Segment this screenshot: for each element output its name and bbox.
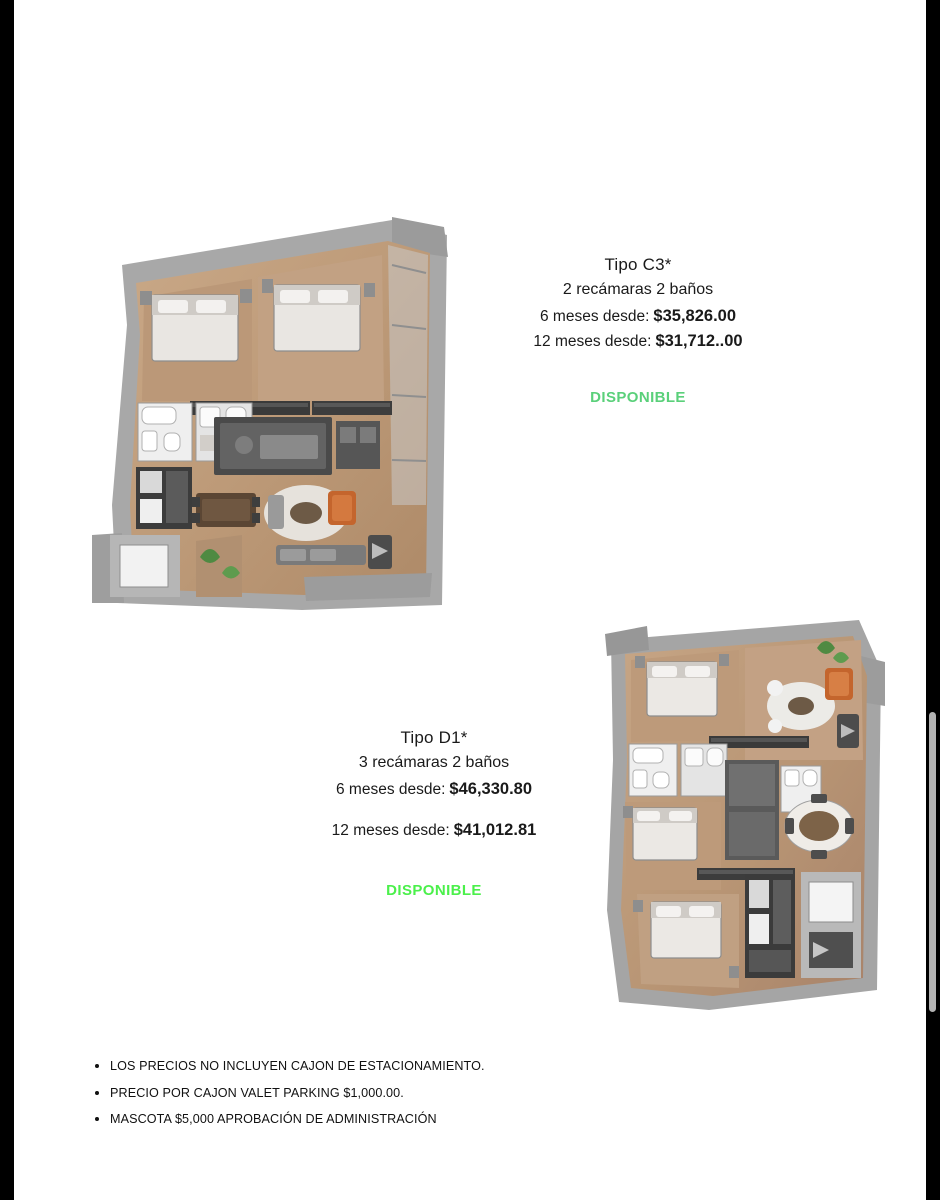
price-row-6m-c3 <box>494 307 782 326</box>
unit-title-c3: Tipo C3* <box>604 255 672 274</box>
floorplan-d1 <box>589 610 889 1022</box>
unit-subtitle-d1: 3 recámaras 2 baños <box>358 754 510 771</box>
unit-info-d1 <box>286 728 582 899</box>
unit-subtitle-c3: 2 recámaras 2 baños <box>562 281 714 298</box>
price-label-12m-c3: 12 meses desde: <box>533 333 652 350</box>
floorplan-c3 <box>92 205 472 625</box>
status-badge-c3: DISPONIBLE <box>590 389 686 406</box>
floorplan-d1-svg <box>589 610 889 1022</box>
price-label-6m-c3: 6 meses desde: <box>539 308 650 325</box>
unit-title-d1: Tipo D1* <box>400 728 468 747</box>
note-item: • LOS PRECIOS NO INCLUYEN CAJON DE ESTACIONAMIENTO. <box>110 1052 792 1079</box>
price-label-12m-d1: 12 meses desde: <box>331 822 450 839</box>
floorplan-c3-svg <box>92 205 472 625</box>
price-amount-12m-c3: $31,712..00 <box>655 332 743 350</box>
price-amount-6m-d1: $46,330.80 <box>449 780 533 798</box>
price-amount-6m-c3: $35,826.00 <box>653 307 737 325</box>
note-item: • MASCOTA $5,000 APROBACIÓN DE ADMINISTRACIÓN <box>110 1105 792 1132</box>
price-row-6m-d1 <box>286 780 582 799</box>
unit-info-c3 <box>494 255 782 406</box>
status-badge-d1: DISPONIBLE <box>386 882 482 899</box>
price-row-12m-d1 <box>286 821 582 840</box>
scrollbar[interactable] <box>929 712 936 1012</box>
price-label-6m-d1: 6 meses desde: <box>335 781 446 798</box>
document-page <box>14 0 926 1200</box>
price-row-12m-c3 <box>494 332 782 351</box>
notes-list <box>92 1052 792 1132</box>
price-amount-12m-d1: $41,012.81 <box>453 821 537 839</box>
note-item: • PRECIO POR CAJON VALET PARKING $1,000.00. <box>110 1079 792 1106</box>
